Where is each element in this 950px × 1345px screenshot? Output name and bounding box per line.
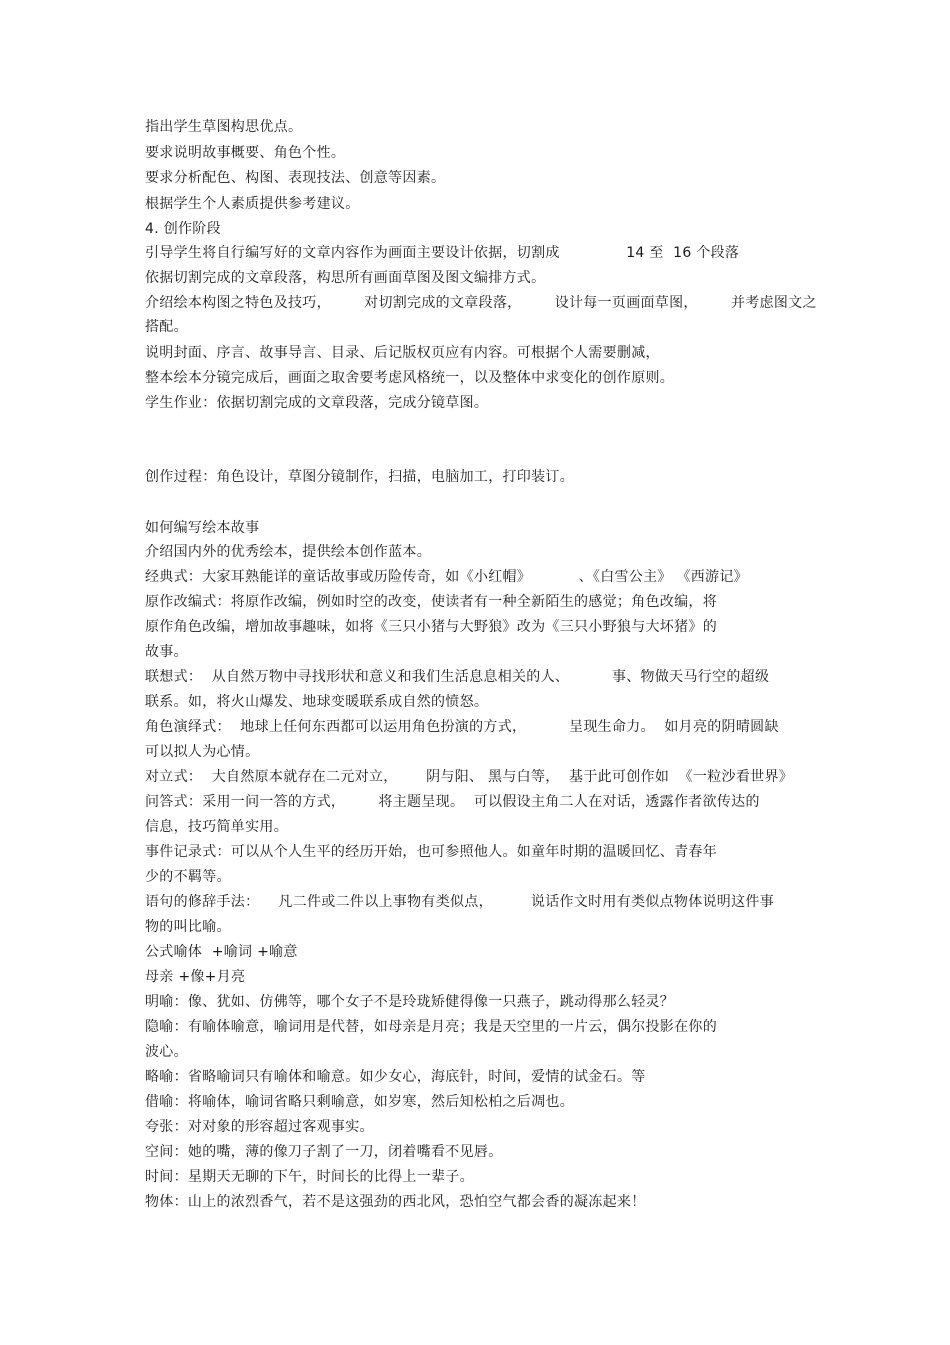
text-line: 搭配。 (145, 319, 188, 335)
text-line: 依据切割完成的文章段落，构思所有画面草图及图文编排方式。 (145, 270, 546, 286)
text-line: 略喻：省略喻词只有喻体和喻意。如少女心，海底针，时间，爱情的试金石。等 (145, 1069, 646, 1085)
text-line: 物体：山上的浓烈香气，若不是这强劲的西北风，恐怕空气都会香的凝冻起来！ (145, 1194, 646, 1210)
text-line: 引导学生将自行编写好的文章内容作为画面主要设计依据，切割成 14 至 16 个段落 (145, 245, 740, 261)
text-line: 学生作业：依据切割完成的文章段落，完成分镜草图。 (145, 395, 489, 411)
text-line: 介绍国内外的优秀绘本，提供绘本创作蓝本。 (145, 544, 431, 560)
text-line: 空间：她的嘴，薄的像刀子割了一刀，闭着嘴看不见唇。 (145, 1144, 503, 1160)
text-line: 明喻：像、犹如、仿佛等，哪个女子不是玲珑矫健得像一只燕子，跳动得那么轻灵？ (145, 994, 675, 1010)
text-line: 隐喻：有喻体喻意，喻词用是代替，如母亲是月亮；我是天空里的一片云，偶尔投影在你的 (145, 1019, 717, 1035)
text-line: 要求说明故事概要、角色个性。 (145, 145, 346, 161)
text-line: 可以拟人为心情。 (145, 744, 260, 760)
section-heading: 如何编写绘本故事 (145, 520, 260, 536)
text-line: 事件记录式：可以从个人生平的经历开始，也可参照他人。如童年时期的温暖回忆、青春年 (145, 844, 717, 860)
text-line: 经典式：大家耳熟能详的童话故事或历险传奇，如《小红帽》 、《白雪公主》 《西游记》 (145, 569, 748, 585)
text-line: 波心。 (145, 1044, 188, 1060)
text-line: 原作改编式：将原作改编，例如时空的改变，使读者有一种全新陌生的感觉；角色改编，将 (145, 594, 717, 610)
text-line: 故事。 (145, 644, 188, 660)
text-line: 对立式： 大自然原本就存在二元对立， 阴与阳、 黑与白等， 基于此可创作如 《一粒沙看世界》 (145, 769, 794, 785)
text-line: 公式喻体 +喻词 +喻意 (145, 944, 298, 960)
text-line: 说明封面、序言、故事导言、目录、后记版权页应有内容。可根据个人需要删减， (145, 345, 660, 361)
text-line: 要求分析配色、构图、表现技法、创意等因素。 (145, 170, 446, 186)
text-line: 语句的修辞手法： 凡二件或二件以上事物有类似点， 说话作文时用有类似点物体说明这件事 (145, 894, 774, 910)
text-line: 信息，技巧简单实用。 (145, 819, 288, 835)
text-line: 时间：星期天无聊的下午，时间长的比得上一辈子。 (145, 1169, 474, 1185)
text-line: 借喻：将喻体，喻词省略只剩喻意，如岁寒，然后知松柏之后凋也。 (145, 1094, 574, 1110)
text-line: 创作过程：角色设计，草图分镜制作，扫描，电脑加工，打印装订。 (145, 469, 574, 485)
text-line: 原作角色改编，增加故事趣味，如将《三只小猪与大野狼》改为《三只小野狼与大坏猪》的 (145, 619, 717, 635)
text-line: 角色演绎式： 地球上任何东西都可以运用角色扮演的方式， 呈现生命力。 如月亮的阴晴圆缺 (145, 719, 779, 735)
text-line: 指出学生草图构思优点。 (145, 119, 303, 135)
text-line: 夸张：对对象的形容超过客观事实。 (145, 1119, 374, 1135)
section-heading: 4. 创作阶段 (145, 221, 221, 237)
text-line: 联系。如，将火山爆发、地球变暖联系成自然的愤怒。 (145, 694, 489, 710)
text-line: 少的不羁等。 (145, 869, 231, 885)
text-line: 问答式：采用一问一答的方式， 将主题呈现。 可以假设主角二人在对话，透露作者欲传达的 (145, 794, 760, 810)
text-line: 母亲 +像+月亮 (145, 969, 246, 985)
text-line: 整本绘本分镜完成后，画面之取舍要考虑风格统一，以及整体中求变化的创作原则。 (145, 370, 675, 386)
text-line: 介绍绘本构图之特色及技巧， 对切割完成的文章段落， 设计每一页画面草图， 并考虑图文之 (145, 295, 817, 311)
text-line: 物的叫比喻。 (145, 919, 231, 935)
text-line: 联想式： 从自然万物中寻找形状和意义和我们生活息息相关的人、 事、物做天马行空的超级 (145, 669, 770, 685)
text-line: 根据学生个人素质提供参考建议。 (145, 196, 360, 212)
